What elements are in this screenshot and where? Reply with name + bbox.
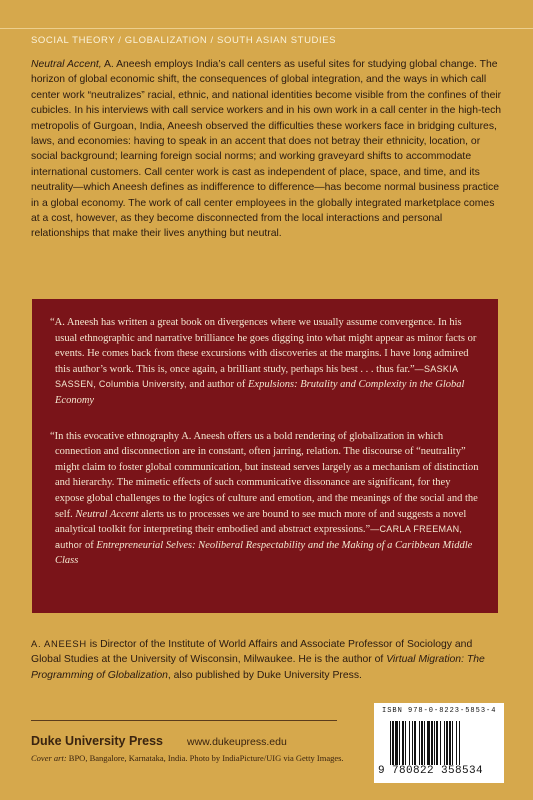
isbn-label: ISBN 978-0-8223-5853-4: [382, 707, 497, 715]
barcode-bar: [456, 721, 457, 765]
barcode-bar: [427, 721, 430, 765]
barcode-bar: [424, 721, 425, 765]
barcode-bar: [392, 721, 394, 765]
blurb-freeman: [50, 429, 480, 569]
blurb-author: —CARLA FREEMAN, author: [55, 524, 463, 550]
barcode-bar: [459, 721, 460, 765]
barcode-bar: [449, 721, 451, 765]
barcode-bar: [402, 721, 404, 765]
barcode-bar: [412, 721, 413, 765]
book-title: Neutral Accent,: [31, 59, 102, 70]
book-description: [31, 57, 503, 242]
blurb-inline-title: Neutral Accent: [75, 508, 139, 520]
publisher-name: Duke University Press: [31, 734, 164, 748]
barcode-bar: [436, 721, 438, 765]
blurb-book-title: Expulsions: Brutality and Complexity in the Global Economy: [55, 379, 465, 406]
barcode-bar: [431, 721, 433, 765]
publisher-website: www.dukeupress.edu: [187, 736, 287, 748]
blurb-panel: [32, 299, 498, 613]
author-bio: [31, 636, 503, 683]
bio-text-end: , also published by Duke University Press.: [167, 669, 362, 681]
credit-label: Cover art:: [31, 753, 67, 763]
blurb-text: “A. Aneesh has written a great book on divergences where we usually assume convergence. In his usual ethnographic and narrative brilliance he goes digging into what might appear as minor facts or events. He comes back from these excursions with discoveries at the margins. I have long admired this author’s work. This is, once again, a brilliant study, perhaps his best . . . thus far.”: [50, 317, 477, 375]
barcode-bar: [440, 721, 441, 765]
blurb-author: —SASKIA SASSEN, Columbia University,: [55, 363, 458, 390]
blurb-book-title: Entrepreneurial Selves: Neoliberal Respectability and the Making of a Caribbean Middle Class: [55, 539, 473, 567]
credit-text: BPO, Bangalore, Karnataka, India. Photo by IndiaPicture/UIG via Getty Images.: [66, 753, 344, 763]
blurb-text: “In this evocative ethnography A. Aneesh offers us a bold rendering of globalization in which connection and disconnection are in constant, often jarring, relation. The discourse of “neutrality” might claim to foster global communication, but instead serves largely as a mechanism of distinction and hierarchy. The mimetic effects of such communicative dissonance are significant, for they expose global challenges to the logics of culture and emotion, and the meanings of the social and the self.: [50, 430, 479, 520]
bio-text: is Director of the Institute of World Affairs and Associate Professor of Sociology and Global Studies at the University of Wisconsin, Milwaukee. He is the author of: [31, 639, 473, 666]
author-name: A. ANEESH: [31, 638, 87, 649]
barcode-bar: [390, 721, 391, 765]
barcode-bar: [405, 721, 406, 765]
cover-credit: [31, 753, 344, 763]
blurb-sassen: [50, 315, 480, 409]
barcode-bar: [452, 721, 453, 765]
blurb-affiliation: of: [82, 539, 97, 551]
publisher-rule: [31, 720, 337, 721]
barcode-bars: [390, 721, 490, 765]
category-label: SOCIAL THEORY / GLOBALIZATION / SOUTH ASIAN STUDIES: [31, 35, 337, 46]
barcode-bar: [434, 721, 435, 765]
barcode: [374, 703, 504, 783]
blurb-text-continued: alerts us to processes we are bound to see much more of and suggests a novel analytical toolkit for interpreting their embodied and abstract expressions.”: [55, 508, 467, 536]
description-text: A. Aneesh employs India’s call centers as useful sites for studying global change. The horizon of global economic shift, the consequences of global integration, and the ways in which call center work “neutralizes” racial, ethnic, and national identities become visible from the confines of their cubicles. In his interviews with call service workers and in his own work in a call center in the high-tech metropolis of Gurgoan, India, Aneesh observed the difficulties these workers face in bridging cultures, laws, and economies: having to speak in an accent that does not betray their ethnicity, location, or social background; learning foreign social norms; and working graveyard shifts to accommodate international customers. Call center work is cast as independent of place, space, and time, and its neutrality—which Aneesh defines as indifference to difference—has become normal business practice in a global economy. The work of call center employees in the globally integrated marketplace comes at a cost, however, as they become disconnected from the local interactions and personal relationships that make their lives anything but neutral.: [31, 59, 502, 240]
barcode-bar: [409, 721, 410, 765]
top-rule: [0, 28, 533, 29]
barcode-bar: [419, 721, 420, 765]
barcode-digits: 9 780822 358534: [378, 765, 484, 777]
barcode-bar: [414, 721, 416, 765]
barcode-bar: [444, 721, 445, 765]
barcode-bar: [399, 721, 400, 765]
barcode-bar: [446, 721, 448, 765]
bio-book-title: Virtual Migration: The Programming of Globalization: [31, 654, 485, 681]
blurb-affiliation: and author of: [186, 379, 249, 391]
barcode-bar: [421, 721, 423, 765]
barcode-bar: [395, 721, 398, 765]
